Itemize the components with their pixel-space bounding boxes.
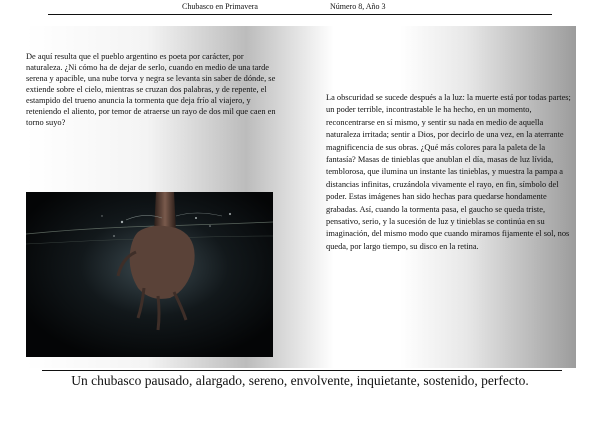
hand-in-water-image: [26, 192, 273, 357]
issue-number: Número 8, Año 3: [330, 2, 386, 11]
article-panel: [26, 26, 576, 368]
running-header: [0, 0, 600, 14]
publication-name: Chubasco en Primavera: [182, 2, 258, 11]
bottom-rule: [42, 370, 562, 371]
tagline: Un chubasco pausado, alargado, sereno, envolvente, inquietante, sostenido, perfecto.: [71, 373, 529, 388]
top-rule: [48, 14, 552, 15]
left-column-text: De aquí resulta que el pueblo argentino es poeta por carácter, por naturaleza. ¿Ni cómo ha de dejar de serlo, cuando en medio de una tarde serena y apacible, una nube torva y negra se levanta sin saber de dónde, se extiende sobre el cielo, mientras se cruzan dos palabras, y de repente, el estampido del trueno anuncia la tormenta que deja frío al viajero, y reteniendo el aliento, por temor de atraerse un rayo de dos mil que caen en torno suyo?: [26, 52, 276, 127]
storm-photo: [26, 192, 273, 357]
right-column-text: La obscuridad se sucede después a la luz: la muerte está por todas partes; un poder terrible, incontrastable le ha hecho, en un momento, reconcentrarse en sí mismo, y sentir su nada en medio de aquella naturaleza irritada; sentir a Dios, por decirlo de una vez, en la aterrante magnificencia de sus obras. ¿Qué más colores para la paleta de la fantasía? Masas de tinieblas que anublan el día, masas de luz lívida, temblorosa, que ilumina un instante las tinieblas, y muestra la pampa a distancias infinitas, cruzándola vivamente el rayo, en fin, símbolo del poder. Estas imágenes han sido hechas para quedarse hondamente grabadas. Así, cuando la tormenta pasa, el gaucho se queda triste, pensativo, serio, y la sucesión de luz y tinieblas se continúa en su imaginación, del mismo modo que cuando miramos fijamente el sol, nos queda, por largo tiempo, su disco en la retina.: [326, 93, 571, 251]
